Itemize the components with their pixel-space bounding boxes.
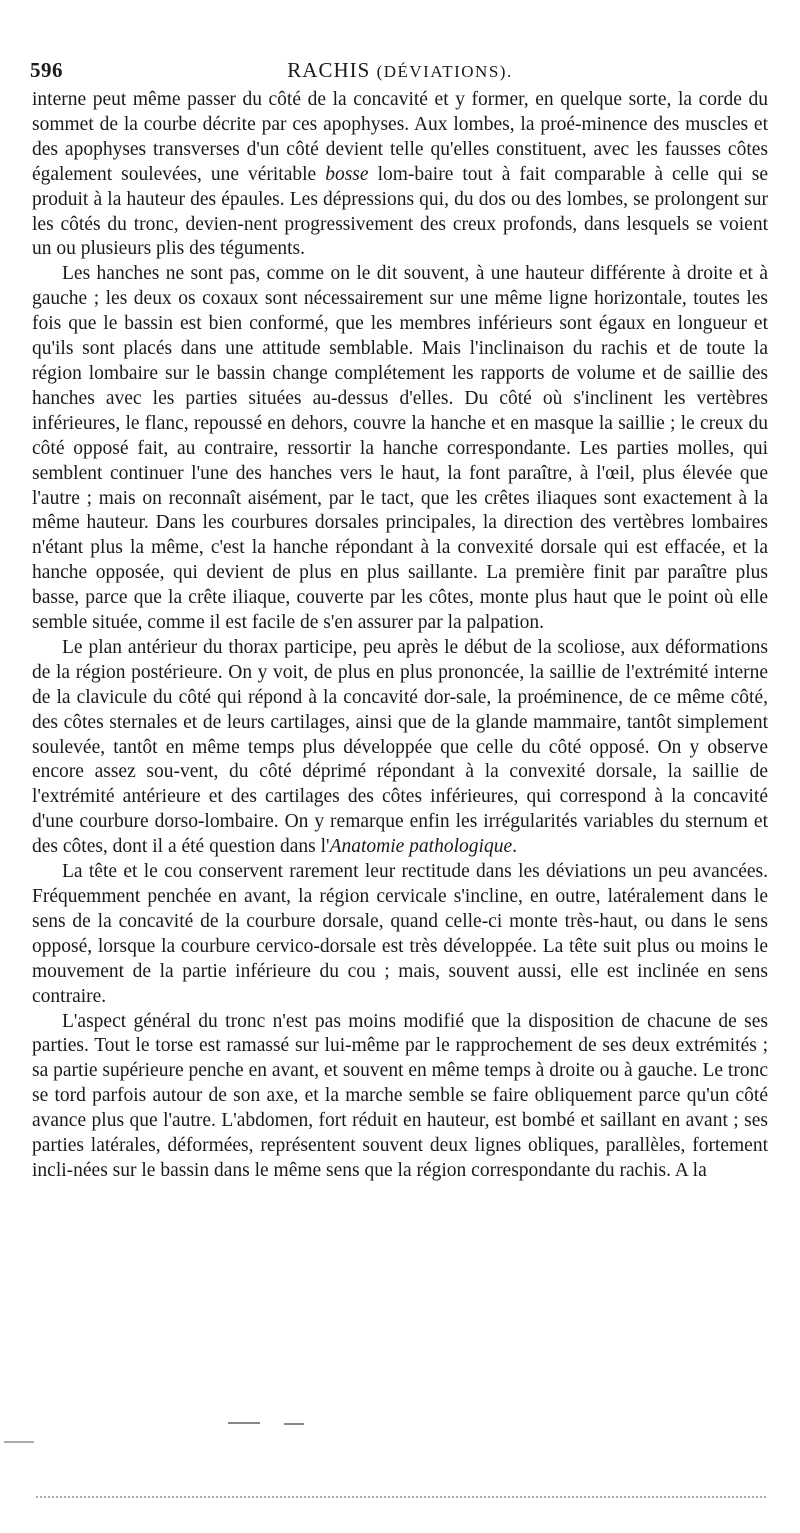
running-head bbox=[30, 58, 770, 88]
paragraph-text: interne peut même passer du côté de la concavité et y former, en quelque sorte, la corde du sommet de la courbe décrite par ces apophyses. Aux lombes, la proé-minence des muscles et des apophyses transverses d'un côté devient telle qu'elles constituent, avec les fausses côtes également soulevées, une véritable bbox=[32, 89, 768, 185]
paragraph-thorax bbox=[32, 636, 768, 860]
paragraph-aspect-tronc: L'aspect général du tronc n'est pas moins modifié que la disposition de chacune de ses parties. Tout le torse est ramassé sur lui-même par le rapprochement de ses deux extrémités ; sa partie supérieure penche en avant, et souvent en même temps à droite ou à gauche. Le tronc se tord parfois autour de son axe, et la marche semble se faire obliquement parce qu'un côté avance plus que l'autre. L'abdomen, fort réduit en hauteur, est bombé et saillant en avant ; ses parties latérales, déformées, représentent souvent deux lignes obliques, parallèles, fortement incli-nées sur le bassin dans le même sens que la région correspondante du rachis. A la bbox=[32, 1010, 768, 1181]
running-title-subtitle: (DÉVIATIONS). bbox=[376, 62, 513, 81]
emphasized-term: bosse bbox=[325, 163, 369, 185]
scan-mark bbox=[284, 1423, 304, 1425]
scan-mark bbox=[4, 1441, 34, 1443]
emphasized-term: Anatomie pathologique bbox=[329, 836, 513, 858]
paragraph-continuation bbox=[32, 88, 768, 262]
dotted-rule bbox=[36, 1496, 766, 1498]
running-title bbox=[30, 58, 770, 83]
paragraph-tete-cou: La tête et le cou conservent rarement leur rectitude dans les déviations un peu avancées. Fréquemment penchée en avant, la région cervicale s'incline, en outre, latéralement dans le sens de la concavité de la courbure dorsale, quand celle-ci monte très-haut, ou dans le sens opposé, lorsque la courbure cervico-dorsale est très développée. La tête suit plus ou moins le mouvement de la partie inférieure du cou ; mais, souvent aussi, elle est inclinée en sens contraire. bbox=[32, 861, 768, 1007]
page-number: 596 bbox=[30, 58, 63, 82]
paragraph-text: lom-baire tout à fait comparable à celle qui se produit à la hauteur des épaules. Les dépressions qui, du dos ou des lombes, se prolongent sur les côtés du tronc, devien-nent progressivement des creux profonds, dans lesquels se voient un ou plusieurs plis des téguments. bbox=[32, 163, 768, 260]
scan-mark bbox=[228, 1422, 260, 1424]
paragraph-hanches: Les hanches ne sont pas, comme on le dit souvent, à une hauteur différente à droite et à gauche ; les deux os coxaux sont nécessairement sur une même ligne horizontale, toutes les fois que le bassin est bien conformé, que les membres inférieurs sont égaux en longueur et qu'ils sont placés dans une attitude semblable. Mais l'inclinaison du rachis et de toute la région lombaire sur le bassin change complétement les rapports de volume et de saillie des hanches avec les parties situées au-dessus d'elles. Du côté où s'inclinent les vertèbres inférieures, le flanc, repoussé en dehors, couvre la hanche et en masque la saillie ; le creux du côté opposé fait, au contraire, ressortir la hanche correspondante. Les parties molles, qui semblent continuer l'une des hanches vers le haut, la font paraître, à l'œil, plus élevée que l'autre ; mais on reconnaît aisément, par le tact, que les crêtes iliaques sont exactement à la même hauteur. Dans les courbures dorsales principales, la direction des vertèbres lombaires n'étant plus la même, c'est la hanche répondant à la convexité dorsale qui est effacée, et la hanche opposée, qui devient de plus en plus saillante. La première finit par paraître plus basse, parce que la crête iliaque, couverte par les côtes, monte plus haut que le point où elle semble située, comme il est facile de s'en assurer par la palpation. bbox=[32, 263, 768, 634]
paragraph-text: . bbox=[512, 836, 517, 858]
running-title-main: RACHIS bbox=[287, 58, 371, 82]
body-text bbox=[32, 88, 768, 1184]
paragraph-text: Le plan antérieur du thorax participe, peu après le début de la scoliose, aux déformations de la région postérieure. On y voit, de plus en plus prononcée, la saillie de l'extrémité interne de la clavicule du côté qui répond à la concavité dor-sale, la proéminence, de ce même côté, des côtes sternales et de leurs cartilages, ainsi que de la glande mammaire, tantôt simplement soulevée, tantôt en même temps plus développée que celle du côté opposé. On y observe encore assez sou-vent, du côté déprimé répondant à la convexité dorsale, la saillie de l'extrémité antérieure et des cartilages des côtes inférieures, qui correspond à la concavité d'une courbure dorso-lombaire. On y remarque enfin les irrégularités variables du sternum et des côtes, dont il a été question dans l' bbox=[32, 636, 768, 858]
